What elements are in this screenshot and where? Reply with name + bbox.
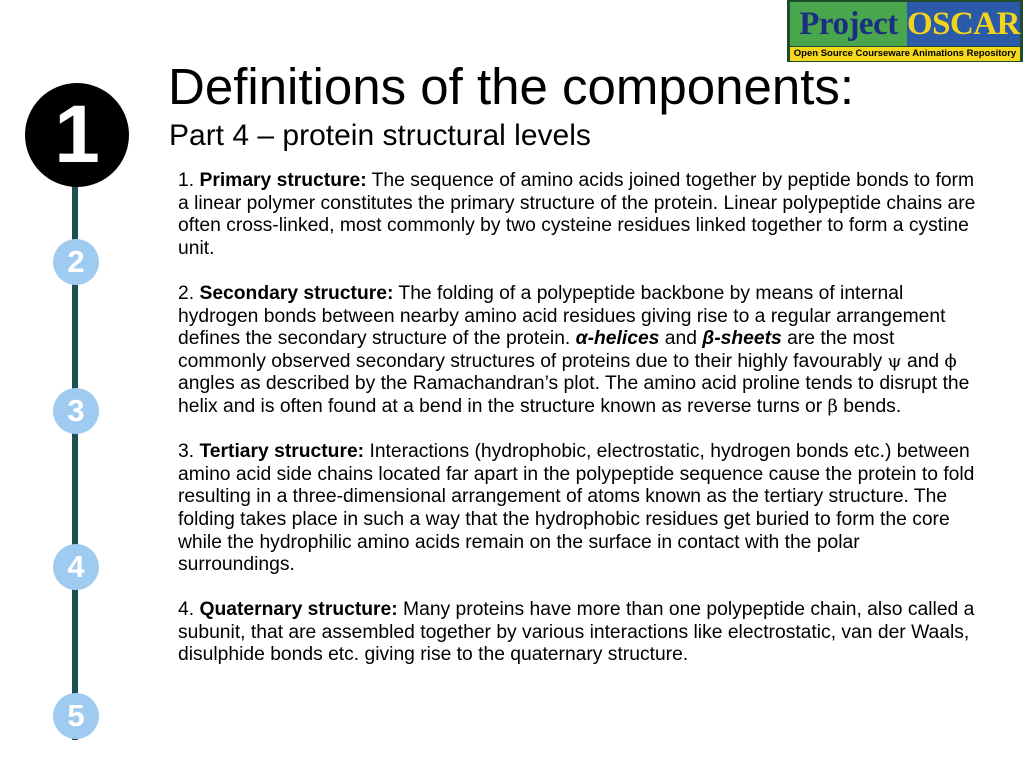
secondary-text-3: angles as described by the Ramachandran’s plot. The amino acid proline tends to disrupt the helix and is often found at a bend in the structure known as reverse turns or [178,373,970,417]
tertiary-text: Interactions (hydrophobic, electrostatic, hydrogen bonds etc.) between amino acid side chains located far apart in the polypeptide sequence cause the protein to fold resulting in a three-dimensional arrangement of atoms known as the tertiary structure. The folding takes place in such a way that the hydrophobic residues get buried to form the core while the hydrophilic amino acids remain on the surface in contact with the polar surroundings. [178,441,975,576]
step-1-active[interactable]: 1 [25,83,129,187]
primary-heading: Primary structure: [199,170,367,191]
secondary-heading: Secondary structure: [199,282,394,304]
psi-symbol: ψ [887,350,902,372]
primary-number: 1. [178,170,195,191]
page-title: Definitions of the components: [168,58,855,115]
secondary-structure-paragraph [178,283,978,419]
tertiary-number: 3. [178,441,195,463]
quaternary-text: Many proteins have more than one polypeptide chain, also called a subunit, that are assembled together by various interactions like electrostatic, van der Waals, disulphide bonds etc. giving rise to the quaternary structure. [178,599,975,666]
secondary-number: 2. [178,282,195,304]
logo-word-project: Project [790,2,907,46]
logo-tagline: Open Source Courseware Animations Repository [790,47,1020,61]
quaternary-number: 4. [178,599,195,621]
secondary-and-2: and [906,350,940,372]
secondary-text-1: The folding of a polypeptide backbone by means of internal hydrogen bonds between nearby amino acid residues giving rise to a regular arrangement defines the secondary structure of the protein. [178,282,946,350]
tertiary-structure-paragraph [178,441,978,577]
page-subtitle: Part 4 – protein structural levels [169,119,591,152]
secondary-and-1: and [664,328,697,350]
quaternary-structure-paragraph [178,599,978,667]
step-3[interactable]: 3 [53,388,99,434]
alpha-helices-term: α-helices [575,328,660,350]
primary-text: The sequence of amino acids joined together by peptide bonds to form a linear polymer constitutes the primary structure of the protein. Linear polypeptide chains are often cross-linked, most commonly by two cysteine residues linked together to form a cystine unit. [178,170,976,259]
step-5[interactable]: 5 [53,693,99,739]
tertiary-heading: Tertiary structure: [199,441,365,463]
primary-structure-paragraph [178,170,978,260]
quaternary-heading: Quaternary structure: [199,599,398,621]
project-oscar-logo [787,0,1023,62]
step-2[interactable]: 2 [53,239,99,285]
timeline-line [72,140,78,740]
beta-sheets-term: β-sheets [702,328,782,350]
secondary-text-2: are the most commonly observed secondary structures of proteins due to their highly favourably [178,328,895,372]
phi-symbol: ϕ [944,350,957,372]
secondary-text-4: bends. [843,395,902,417]
logo-word-oscar: OSCAR [907,2,1020,46]
step-4[interactable]: 4 [53,544,99,590]
logo-wordmark [790,2,1020,46]
beta-symbol: β [827,395,838,417]
definitions-content [178,170,978,690]
